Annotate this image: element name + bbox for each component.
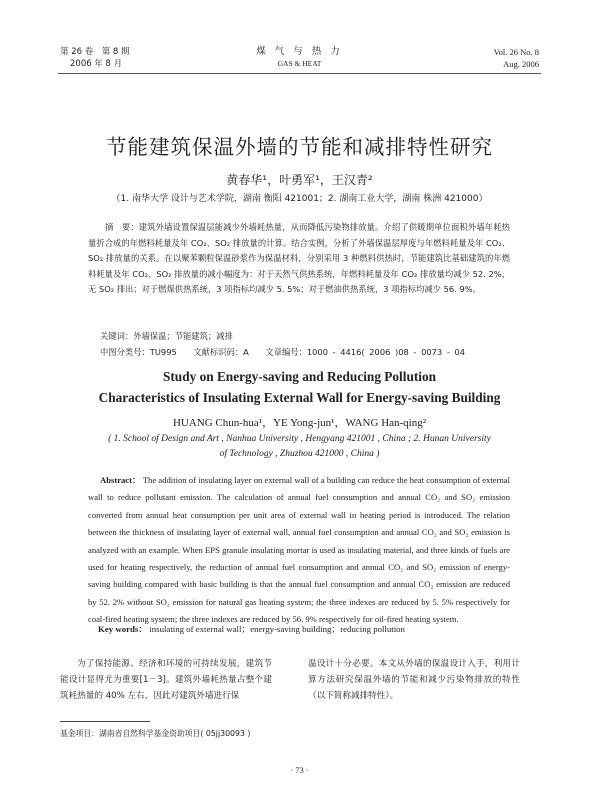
footnote-funding: 基金项目：湖南省自然科学基金资助项目( 05jj30093 ): [60, 729, 251, 738]
footnote-divider: [60, 721, 150, 722]
keywords-zh-text: 外墙保温；节能建筑；减排: [133, 331, 233, 341]
keywords-zh: [100, 330, 233, 342]
body-column-right: 温设计十分必要。本文从外墙的保温设计入手，利用计算方法研究保温外墙的节能和减少污染物排放的特性（以下简称减排特性）。: [308, 659, 520, 702]
keywords-en-text: insulating of external wall；energy-saving building；reducing pollution: [149, 624, 405, 634]
keywords-en-label: Key words：: [98, 624, 148, 634]
header-divider: [58, 73, 541, 74]
affiliation-en-line2: of Technology , Zhuzhou 421000 , China ): [219, 449, 380, 459]
keywords-zh-label: 关键词：: [100, 331, 134, 341]
abstract-en-text: The addition of insulating layer on external wall of a building can reduce the heat consumption of external wall to reduce pollutant emission. The calculation of annual fuel consumption and annual CO₂ and SO₂ emission converted from annual heat consumption per unit area of external wall in heating period is introduced. The relation between the thickness of insulating layer of external wall, annual fuel consumption and annual CO₂ and SO₂ emission is analyzed with an example. When EPS granule insulating mortar is used as insulating material, and three kinds of fuels are used for heating respectively, the reduction of annual fuel consumption and annual CO₂ and SO₂ emission of energy-saving building compared with basic building is that the annual fuel consumption and annual CO₂ emission are reduced by 52. 2% without SO₂ emission for natural gas heating system; the three indexes are reduced by 5. 5% respectively for coal-fired heating system; the three indexes are reduced by 56. 9% respectively for oil-fired heating system.: [88, 475, 510, 625]
body-column-left: 为了保持能源、经济和环境的可持续发展，建筑节能设计显得尤为重要[1－3]。建筑外墙耗热量占整个建筑耗热量的 40% 左右，因此对建筑外墙进行保: [60, 659, 272, 702]
title-zh: 节能建筑保温外墙的节能和减排特性研究: [106, 135, 493, 159]
abstract-en-label: Abstract：: [100, 475, 141, 485]
page-number: · 73 ·: [290, 765, 309, 775]
abstract-zh: [88, 220, 510, 298]
keywords-en: [98, 622, 405, 635]
affiliation-en-line1: ( 1. School of Design and Art , Nanhua University , Hengyang 421001 , China ; 2. Hunan University: [108, 434, 491, 444]
journal-name-en: GAS & HEAT: [277, 59, 322, 68]
date-zh: 2006 年 8 月: [70, 59, 123, 69]
abstract-zh-label: 摘 要：: [105, 222, 139, 232]
authors-en: HUANG Chun-hua¹，YE Yong-jun¹，WANG Han-qing²: [172, 417, 427, 429]
title-en-line1: Study on Energy-saving and Reducing Pollution: [162, 369, 437, 384]
classification-zh: 中图分类号：TU995 文献标识码：A 文章编号：1000 - 4416( 2006 )08 - 0073 - 04: [100, 347, 466, 357]
volume-issue-zh: 第 26 卷 第 8 期: [60, 47, 130, 57]
journal-name-zh: 煤 气 与 热 力: [256, 46, 343, 57]
title-en: [0, 366, 599, 408]
affiliation-en: [0, 432, 599, 462]
date-en: Aug. 2006: [503, 59, 539, 69]
abstract-en: [88, 472, 510, 629]
abstract-zh-text: 建筑外墙设置保温层能减少外墙耗热量，从而降低污染物排放量。介绍了供暖期单位面积外墙年耗热量折合成的年燃料耗量及年 CO₂、SO₂ 排放量的计算。结合实例，分析了外墙保温层厚度与年燃料耗量及年 CO₂、SO₂ 排放量的关系。在以聚苯颗粒保温砂浆作为保温材料，分别采用 3 种燃料供热时，节能建筑比基础建筑的年燃料耗量及年 CO₂、SO₂ 排放量的减小幅度为：对于天然气供热系统，年燃料耗量及年 CO₂ 排放量均减少 52. 2%，无 SO₂ 排出；对于燃煤供热系统，3 项指标均减少 5. 5%；对于燃油供热系统，3 项指标均减少 56. 9%。: [88, 222, 510, 295]
title-en-line2: Characteristics of Insulating External Wall for Energy-saving Building: [98, 390, 501, 405]
volume-issue-en: Vol. 26 No. 8: [493, 47, 539, 57]
header-volume-en: [494, 46, 539, 70]
authors-zh: 黄春华¹，叶勇军¹，王汉青²: [226, 173, 373, 187]
affiliation-zh: （1. 南华大学 设计与艺术学院，湖南 衡阳 421001；2. 湖南工业大学，湖南 株洲 421000）: [111, 194, 488, 204]
